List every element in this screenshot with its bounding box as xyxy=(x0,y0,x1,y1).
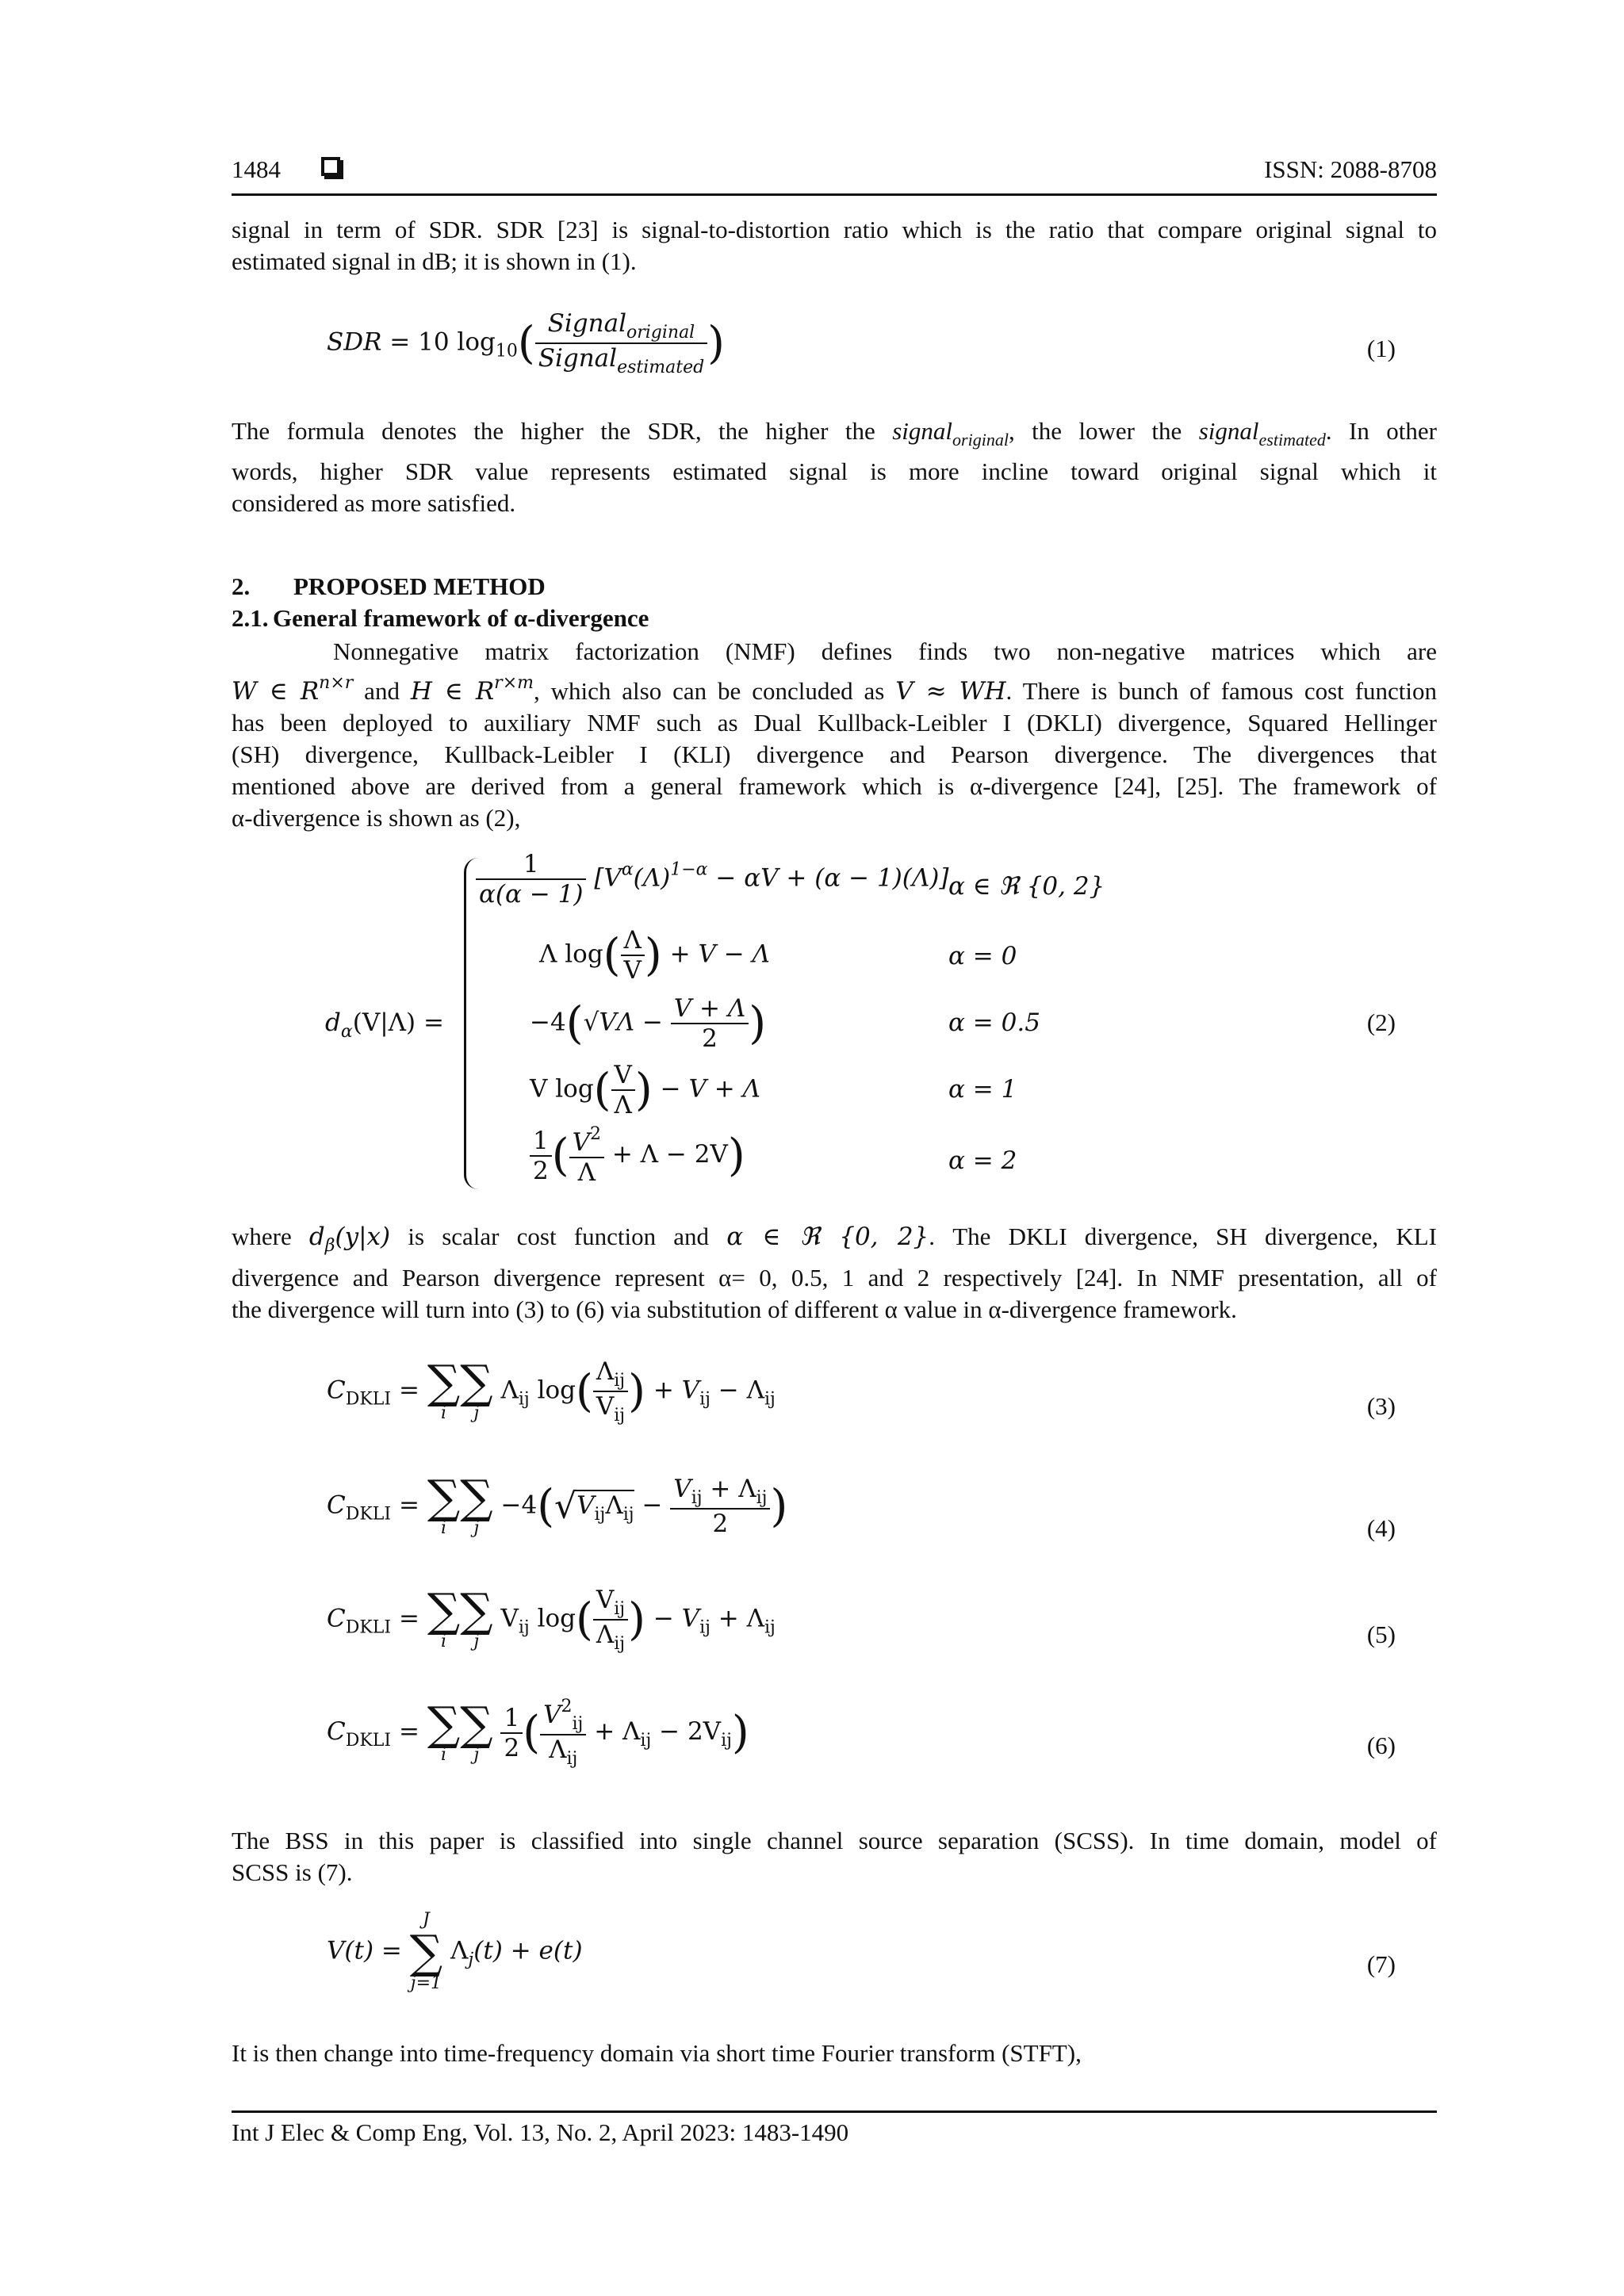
equation-number: (1) xyxy=(1366,335,1396,362)
header-rule xyxy=(232,193,1437,196)
section-heading: 2. PROPOSED METHOD xyxy=(232,572,546,600)
equation-number: (3) xyxy=(1366,1392,1396,1420)
intro-paragraph xyxy=(232,214,1437,277)
issn: ISSN: 2088-8708 xyxy=(1264,155,1437,183)
bss-paragraph: The BSS in this paper is classified into single channel source separation (SCSS). In time domain, model of SCSS is (7). xyxy=(232,1827,1437,1886)
equation-number: (2) xyxy=(1366,1008,1396,1036)
subsection-heading: 2.1. General framework of α-divergence xyxy=(232,604,649,632)
nmf-paragraph: Nonnegative matrix factorization (NMF) defines finds two non-negative matrices which are W ∈ $R^{n\times r}$ and H ∈ $R^{r\times m}$, which also can be concluded as V ≈ WH. There is bunch of famous cost function has been deployed to auxiliary NMF such as Dual Kullback-Leibler I (DKLI) divergence, Squared Hellinger (SH) divergence, Kullback-Leibler I (KLI) divergence and Pearson divergence. The divergences that mentioned above are derived from a general framework which is α-divergence [24], [25]. The framework of α-divergence is shown as (2), xyxy=(232,637,1438,832)
footer-rule xyxy=(232,2110,1437,2113)
equation-number: (4) xyxy=(1366,1514,1396,1542)
equation-number: (7) xyxy=(1366,1950,1396,1978)
divergence-paragraph: where $d_\beta(y|x)$ is scalar cost function and α ∈ ℜ {0, 2}. The DKLI divergence, SH divergence, KLI divergence and Pearson divergence represent α= 0, 0.5, 1 and 2 respectively [24]. In NMF presentation, all of the divergence will turn into (3) to (6) via substitution of different α value in α-divergence framework. xyxy=(232,1223,1437,1323)
text-line: estimated signal in dB; it is shown in (1). xyxy=(232,247,637,275)
text-line: signal in term of SDR. SDR [23] is signal-to-distortion ratio which is the ratio that compare original signal to xyxy=(232,216,1437,243)
square-icon xyxy=(321,157,340,176)
equation-number: (6) xyxy=(1366,1732,1396,1759)
equation-number: (5) xyxy=(1366,1621,1396,1648)
stft-sentence: It is then change into time-frequency domain via short time Fourier transform (STFT), xyxy=(232,2039,1082,2067)
page-number: 1484 xyxy=(232,155,281,183)
footer-citation: Int J Elec & Comp Eng, Vol. 13, No. 2, April 2023: 1483-1490 xyxy=(232,2118,849,2146)
formula-explanation: The formula denotes the higher the SDR, the higher the signal$_{original}$, the lower the signal$_{estimated}$. In other words, higher SDR value represents estimated signal is more incline toward original signal which it considered as more satisfied. xyxy=(232,417,1437,517)
